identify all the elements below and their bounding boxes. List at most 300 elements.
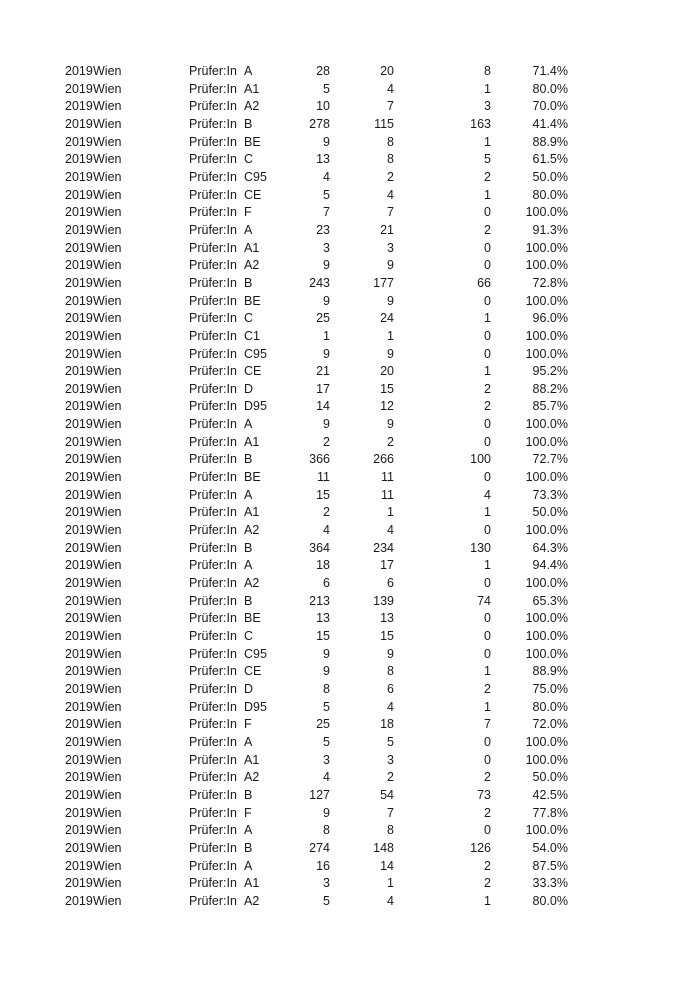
table-row bbox=[0, 169, 700, 187]
total-count-cell: 2 bbox=[323, 505, 330, 520]
passed-count-cell: 11 bbox=[381, 487, 394, 502]
role-cell: Prüfer:In bbox=[189, 417, 237, 432]
failed-count-cell: 1 bbox=[484, 664, 491, 679]
table-row bbox=[0, 257, 700, 275]
year-cell: 2019 bbox=[65, 169, 93, 184]
table-row bbox=[0, 610, 700, 628]
failed-count-cell: 1 bbox=[484, 558, 491, 573]
license-class-cell: B bbox=[244, 275, 253, 290]
year-cell: 2019 bbox=[65, 152, 93, 167]
year-cell: 2019 bbox=[65, 805, 93, 820]
passed-count-cell: 4 bbox=[387, 893, 394, 908]
failed-count-cell: 2 bbox=[484, 681, 491, 696]
total-count-cell: 9 bbox=[323, 664, 330, 679]
table-row bbox=[0, 240, 700, 258]
total-count-cell: 278 bbox=[309, 116, 330, 131]
license-class-cell: D bbox=[244, 381, 254, 396]
failed-count-cell: 8 bbox=[484, 64, 491, 78]
location-cell: Wien bbox=[93, 487, 122, 502]
failed-count-cell: 1 bbox=[484, 134, 491, 149]
passed-count-cell: 1 bbox=[387, 505, 394, 520]
year-cell: 2019 bbox=[65, 434, 93, 449]
location-cell: Wien bbox=[93, 205, 122, 220]
location-cell: Wien bbox=[93, 717, 122, 732]
pass-rate-cell: 100.0% bbox=[525, 434, 568, 449]
total-count-cell: 8 bbox=[323, 823, 330, 838]
year-cell: 2019 bbox=[65, 717, 93, 732]
passed-count-cell: 8 bbox=[387, 134, 394, 149]
pass-rate-cell: 87.5% bbox=[532, 858, 568, 873]
failed-count-cell: 2 bbox=[484, 399, 491, 414]
pass-rate-cell: 88.9% bbox=[532, 664, 568, 679]
failed-count-cell: 2 bbox=[484, 858, 491, 873]
failed-count-cell: 2 bbox=[484, 169, 491, 184]
table-row bbox=[0, 752, 700, 770]
failed-count-cell: 1 bbox=[484, 893, 491, 908]
pass-rate-cell: 72.0% bbox=[532, 717, 568, 732]
pass-rate-cell: 100.0% bbox=[525, 734, 568, 749]
passed-count-cell: 11 bbox=[381, 470, 394, 485]
passed-count-cell: 21 bbox=[380, 222, 394, 237]
table-row bbox=[0, 151, 700, 169]
passed-count-cell: 3 bbox=[387, 240, 394, 255]
pass-rate-cell: 100.0% bbox=[525, 523, 568, 538]
location-cell: Wien bbox=[93, 505, 122, 520]
location-cell: Wien bbox=[93, 187, 122, 202]
role-cell: Prüfer:In bbox=[189, 770, 237, 785]
location-cell: Wien bbox=[93, 258, 122, 273]
failed-count-cell: 0 bbox=[484, 629, 491, 643]
total-count-cell: 3 bbox=[323, 752, 330, 767]
table-row bbox=[0, 469, 700, 487]
passed-count-cell: 9 bbox=[387, 258, 394, 273]
total-count-cell: 7 bbox=[323, 205, 330, 220]
failed-count-cell: 2 bbox=[484, 770, 491, 785]
license-class-cell: A2 bbox=[244, 893, 260, 908]
pass-rate-cell: 64.3% bbox=[532, 540, 568, 555]
role-cell: Prüfer:In bbox=[189, 699, 237, 714]
total-count-cell: 5 bbox=[323, 699, 330, 714]
passed-count-cell: 115 bbox=[374, 116, 394, 131]
total-count-cell: 28 bbox=[316, 64, 330, 78]
table-row bbox=[0, 681, 700, 699]
license-class-cell: A2 bbox=[244, 576, 260, 591]
table-row bbox=[0, 381, 700, 399]
pass-rate-cell: 41.4% bbox=[532, 116, 568, 131]
role-cell: Prüfer:In bbox=[189, 240, 237, 255]
pass-rate-cell: 50.0% bbox=[532, 770, 568, 785]
failed-count-cell: 0 bbox=[484, 576, 491, 591]
role-cell: Prüfer:In bbox=[189, 611, 237, 626]
year-cell: 2019 bbox=[65, 293, 93, 308]
license-class-cell: D95 bbox=[244, 399, 267, 414]
role-cell: Prüfer:In bbox=[189, 328, 237, 343]
location-cell: Wien bbox=[93, 646, 122, 661]
location-cell: Wien bbox=[93, 240, 122, 255]
location-cell: Wien bbox=[93, 134, 122, 149]
role-cell: Prüfer:In bbox=[189, 452, 237, 467]
total-count-cell: 1 bbox=[323, 328, 330, 343]
license-class-cell: A bbox=[244, 222, 253, 237]
passed-count-cell: 15 bbox=[380, 381, 394, 396]
table-row bbox=[0, 81, 700, 99]
passed-count-cell: 4 bbox=[387, 699, 394, 714]
table-row bbox=[0, 893, 700, 911]
location-cell: Wien bbox=[93, 116, 122, 131]
pass-rate-cell: 73.3% bbox=[532, 487, 568, 502]
total-count-cell: 127 bbox=[309, 787, 330, 802]
pass-rate-cell: 72.7% bbox=[532, 452, 568, 467]
role-cell: Prüfer:In bbox=[189, 840, 237, 855]
pass-rate-cell: 88.2% bbox=[532, 381, 568, 396]
failed-count-cell: 0 bbox=[484, 346, 491, 361]
location-cell: Wien bbox=[93, 328, 122, 343]
passed-count-cell: 20 bbox=[380, 64, 394, 78]
failed-count-cell: 66 bbox=[477, 275, 491, 290]
table-row bbox=[0, 646, 700, 664]
failed-count-cell: 0 bbox=[484, 258, 491, 273]
year-cell: 2019 bbox=[65, 593, 93, 608]
passed-count-cell: 234 bbox=[373, 540, 394, 555]
passed-count-cell: 4 bbox=[387, 523, 394, 538]
table-row bbox=[0, 275, 700, 293]
license-class-cell: A2 bbox=[244, 99, 260, 114]
total-count-cell: 9 bbox=[323, 346, 330, 361]
passed-count-cell: 7 bbox=[387, 99, 394, 114]
pass-rate-cell: 80.0% bbox=[532, 187, 568, 202]
license-class-cell: CE bbox=[244, 364, 262, 379]
passed-count-cell: 2 bbox=[387, 770, 394, 785]
year-cell: 2019 bbox=[65, 452, 93, 467]
passed-count-cell: 177 bbox=[373, 275, 394, 290]
role-cell: Prüfer:In bbox=[189, 116, 237, 131]
pass-rate-cell: 71.4% bbox=[532, 64, 568, 78]
table-row bbox=[0, 63, 700, 81]
total-count-cell: 9 bbox=[323, 134, 330, 149]
pass-rate-cell: 100.0% bbox=[525, 328, 568, 343]
table-row bbox=[0, 434, 700, 452]
year-cell: 2019 bbox=[65, 681, 93, 696]
pass-rate-cell: 85.7% bbox=[532, 399, 568, 414]
total-count-cell: 274 bbox=[309, 840, 330, 855]
year-cell: 2019 bbox=[65, 752, 93, 767]
passed-count-cell: 148 bbox=[373, 840, 394, 855]
role-cell: Prüfer:In bbox=[189, 805, 237, 820]
role-cell: Prüfer:In bbox=[189, 311, 237, 326]
passed-count-cell: 17 bbox=[380, 558, 394, 573]
role-cell: Prüfer:In bbox=[189, 81, 237, 96]
total-count-cell: 3 bbox=[323, 876, 330, 891]
passed-count-cell: 1 bbox=[387, 328, 394, 343]
table-row bbox=[0, 310, 700, 328]
license-class-cell: C1 bbox=[244, 328, 260, 343]
location-cell: Wien bbox=[93, 840, 122, 855]
location-cell: Wien bbox=[93, 293, 122, 308]
total-count-cell: 9 bbox=[323, 293, 330, 308]
license-class-cell: BE bbox=[244, 293, 261, 308]
year-cell: 2019 bbox=[65, 893, 93, 908]
table-row bbox=[0, 822, 700, 840]
total-count-cell: 11 bbox=[317, 470, 330, 485]
total-count-cell: 21 bbox=[316, 364, 330, 379]
table-row bbox=[0, 858, 700, 876]
passed-count-cell: 2 bbox=[387, 434, 394, 449]
failed-count-cell: 0 bbox=[484, 470, 491, 485]
total-count-cell: 366 bbox=[309, 452, 330, 467]
table-row bbox=[0, 575, 700, 593]
license-class-cell: F bbox=[244, 805, 252, 820]
license-class-cell: F bbox=[244, 717, 252, 732]
failed-count-cell: 0 bbox=[484, 734, 491, 749]
year-cell: 2019 bbox=[65, 205, 93, 220]
total-count-cell: 15 bbox=[316, 487, 330, 502]
role-cell: Prüfer:In bbox=[189, 858, 237, 873]
role-cell: Prüfer:In bbox=[189, 434, 237, 449]
total-count-cell: 25 bbox=[316, 717, 330, 732]
pass-rate-cell: 100.0% bbox=[525, 293, 568, 308]
table-row bbox=[0, 840, 700, 858]
passed-count-cell: 18 bbox=[380, 717, 394, 732]
location-cell: Wien bbox=[93, 558, 122, 573]
pass-rate-cell: 100.0% bbox=[525, 240, 568, 255]
data-table bbox=[0, 63, 700, 911]
license-class-cell: A bbox=[244, 734, 253, 749]
failed-count-cell: 0 bbox=[484, 417, 491, 432]
license-class-cell: CE bbox=[244, 664, 262, 679]
passed-count-cell: 9 bbox=[387, 346, 394, 361]
license-class-cell: A bbox=[244, 858, 253, 873]
passed-count-cell: 4 bbox=[387, 81, 394, 96]
license-class-cell: A1 bbox=[244, 752, 260, 767]
passed-count-cell: 9 bbox=[387, 417, 394, 432]
license-class-cell: D bbox=[244, 681, 254, 696]
license-class-cell: A1 bbox=[244, 81, 260, 96]
table-row bbox=[0, 187, 700, 205]
pass-rate-cell: 91.3% bbox=[532, 222, 568, 237]
passed-count-cell: 8 bbox=[387, 664, 394, 679]
year-cell: 2019 bbox=[65, 470, 93, 485]
year-cell: 2019 bbox=[65, 699, 93, 714]
pass-rate-cell: 88.9% bbox=[532, 134, 568, 149]
passed-count-cell: 9 bbox=[387, 293, 394, 308]
location-cell: Wien bbox=[93, 99, 122, 114]
failed-count-cell: 100 bbox=[470, 452, 491, 467]
table-row bbox=[0, 557, 700, 575]
location-cell: Wien bbox=[93, 699, 122, 714]
role-cell: Prüfer:In bbox=[189, 646, 237, 661]
passed-count-cell: 24 bbox=[380, 311, 394, 326]
total-count-cell: 25 bbox=[316, 311, 330, 326]
year-cell: 2019 bbox=[65, 558, 93, 573]
license-class-cell: BE bbox=[244, 470, 261, 485]
license-class-cell: B bbox=[244, 540, 253, 555]
role-cell: Prüfer:In bbox=[189, 629, 237, 643]
table-row bbox=[0, 451, 700, 469]
location-cell: Wien bbox=[93, 381, 122, 396]
year-cell: 2019 bbox=[65, 81, 93, 96]
total-count-cell: 15 bbox=[316, 629, 330, 643]
license-class-cell: C95 bbox=[244, 646, 267, 661]
location-cell: Wien bbox=[93, 311, 122, 326]
location-cell: Wien bbox=[93, 876, 122, 891]
table-row bbox=[0, 522, 700, 540]
pass-rate-cell: 72.8% bbox=[532, 275, 568, 290]
passed-count-cell: 7 bbox=[387, 205, 394, 220]
table-row bbox=[0, 540, 700, 558]
failed-count-cell: 2 bbox=[484, 381, 491, 396]
role-cell: Prüfer:In bbox=[189, 505, 237, 520]
failed-count-cell: 4 bbox=[484, 487, 491, 502]
failed-count-cell: 0 bbox=[484, 240, 491, 255]
total-count-cell: 9 bbox=[323, 417, 330, 432]
failed-count-cell: 5 bbox=[484, 152, 491, 167]
location-cell: Wien bbox=[93, 523, 122, 538]
location-cell: Wien bbox=[93, 470, 122, 485]
total-count-cell: 5 bbox=[323, 893, 330, 908]
pass-rate-cell: 77.8% bbox=[532, 805, 568, 820]
location-cell: Wien bbox=[93, 664, 122, 679]
table-row bbox=[0, 487, 700, 505]
pass-rate-cell: 100.0% bbox=[525, 346, 568, 361]
total-count-cell: 9 bbox=[323, 805, 330, 820]
role-cell: Prüfer:In bbox=[189, 734, 237, 749]
pass-rate-cell: 100.0% bbox=[525, 823, 568, 838]
license-class-cell: A bbox=[244, 558, 253, 573]
year-cell: 2019 bbox=[65, 399, 93, 414]
role-cell: Prüfer:In bbox=[189, 787, 237, 802]
role-cell: Prüfer:In bbox=[189, 523, 237, 538]
total-count-cell: 10 bbox=[316, 99, 330, 114]
role-cell: Prüfer:In bbox=[189, 187, 237, 202]
license-class-cell: A bbox=[244, 823, 253, 838]
pass-rate-cell: 80.0% bbox=[532, 699, 568, 714]
pass-rate-cell: 33.3% bbox=[532, 876, 568, 891]
license-class-cell: B bbox=[244, 116, 253, 131]
passed-count-cell: 6 bbox=[387, 681, 394, 696]
year-cell: 2019 bbox=[65, 311, 93, 326]
passed-count-cell: 14 bbox=[380, 858, 394, 873]
total-count-cell: 213 bbox=[309, 593, 330, 608]
failed-count-cell: 2 bbox=[484, 222, 491, 237]
license-class-cell: A bbox=[244, 487, 253, 502]
table-row bbox=[0, 346, 700, 364]
table-row bbox=[0, 593, 700, 611]
passed-count-cell: 8 bbox=[387, 823, 394, 838]
location-cell: Wien bbox=[93, 681, 122, 696]
total-count-cell: 13 bbox=[316, 152, 330, 167]
role-cell: Prüfer:In bbox=[189, 346, 237, 361]
location-cell: Wien bbox=[93, 222, 122, 237]
location-cell: Wien bbox=[93, 399, 122, 414]
role-cell: Prüfer:In bbox=[189, 99, 237, 114]
location-cell: Wien bbox=[93, 805, 122, 820]
table-row bbox=[0, 787, 700, 805]
role-cell: Prüfer:In bbox=[189, 876, 237, 891]
pass-rate-cell: 54.0% bbox=[532, 840, 568, 855]
failed-count-cell: 130 bbox=[470, 540, 491, 555]
failed-count-cell: 126 bbox=[470, 840, 491, 855]
license-class-cell: B bbox=[244, 452, 253, 467]
license-class-cell: A1 bbox=[244, 876, 260, 891]
table-row bbox=[0, 805, 700, 823]
total-count-cell: 5 bbox=[323, 734, 330, 749]
license-class-cell: C bbox=[244, 152, 254, 167]
failed-count-cell: 0 bbox=[484, 523, 491, 538]
role-cell: Prüfer:In bbox=[189, 540, 237, 555]
year-cell: 2019 bbox=[65, 787, 93, 802]
table-row bbox=[0, 875, 700, 893]
role-cell: Prüfer:In bbox=[189, 752, 237, 767]
failed-count-cell: 3 bbox=[484, 99, 491, 114]
location-cell: Wien bbox=[93, 576, 122, 591]
failed-count-cell: 1 bbox=[484, 187, 491, 202]
license-class-cell: B bbox=[244, 593, 253, 608]
pass-rate-cell: 100.0% bbox=[525, 258, 568, 273]
license-class-cell: D95 bbox=[244, 699, 267, 714]
role-cell: Prüfer:In bbox=[189, 169, 237, 184]
year-cell: 2019 bbox=[65, 646, 93, 661]
role-cell: Prüfer:In bbox=[189, 823, 237, 838]
year-cell: 2019 bbox=[65, 116, 93, 131]
role-cell: Prüfer:In bbox=[189, 681, 237, 696]
license-class-cell: B bbox=[244, 787, 253, 802]
failed-count-cell: 1 bbox=[484, 505, 491, 520]
failed-count-cell: 73 bbox=[477, 787, 491, 802]
location-cell: Wien bbox=[93, 64, 122, 78]
license-class-cell: CE bbox=[244, 187, 262, 202]
failed-count-cell: 0 bbox=[484, 611, 491, 626]
location-cell: Wien bbox=[93, 434, 122, 449]
year-cell: 2019 bbox=[65, 64, 93, 78]
pass-rate-cell: 100.0% bbox=[525, 752, 568, 767]
failed-count-cell: 0 bbox=[484, 328, 491, 343]
location-cell: Wien bbox=[93, 452, 122, 467]
license-class-cell: A2 bbox=[244, 523, 260, 538]
year-cell: 2019 bbox=[65, 381, 93, 396]
role-cell: Prüfer:In bbox=[189, 364, 237, 379]
location-cell: Wien bbox=[93, 770, 122, 785]
passed-count-cell: 15 bbox=[380, 629, 394, 643]
failed-count-cell: 1 bbox=[484, 81, 491, 96]
passed-count-cell: 4 bbox=[387, 187, 394, 202]
year-cell: 2019 bbox=[65, 328, 93, 343]
passed-count-cell: 54 bbox=[380, 787, 394, 802]
total-count-cell: 4 bbox=[323, 770, 330, 785]
year-cell: 2019 bbox=[65, 134, 93, 149]
failed-count-cell: 7 bbox=[484, 717, 491, 732]
license-class-cell: A2 bbox=[244, 770, 260, 785]
total-count-cell: 8 bbox=[323, 681, 330, 696]
year-cell: 2019 bbox=[65, 840, 93, 855]
pass-rate-cell: 80.0% bbox=[532, 81, 568, 96]
year-cell: 2019 bbox=[65, 523, 93, 538]
location-cell: Wien bbox=[93, 752, 122, 767]
pass-rate-cell: 80.0% bbox=[532, 893, 568, 908]
passed-count-cell: 7 bbox=[387, 805, 394, 820]
table-row bbox=[0, 134, 700, 152]
passed-count-cell: 20 bbox=[380, 364, 394, 379]
role-cell: Prüfer:In bbox=[189, 593, 237, 608]
location-cell: Wien bbox=[93, 364, 122, 379]
license-class-cell: C95 bbox=[244, 346, 267, 361]
pass-rate-cell: 100.0% bbox=[525, 629, 568, 643]
role-cell: Prüfer:In bbox=[189, 399, 237, 414]
pass-rate-cell: 75.0% bbox=[532, 681, 568, 696]
year-cell: 2019 bbox=[65, 346, 93, 361]
total-count-cell: 13 bbox=[316, 611, 330, 626]
passed-count-cell: 13 bbox=[380, 611, 394, 626]
failed-count-cell: 2 bbox=[484, 876, 491, 891]
